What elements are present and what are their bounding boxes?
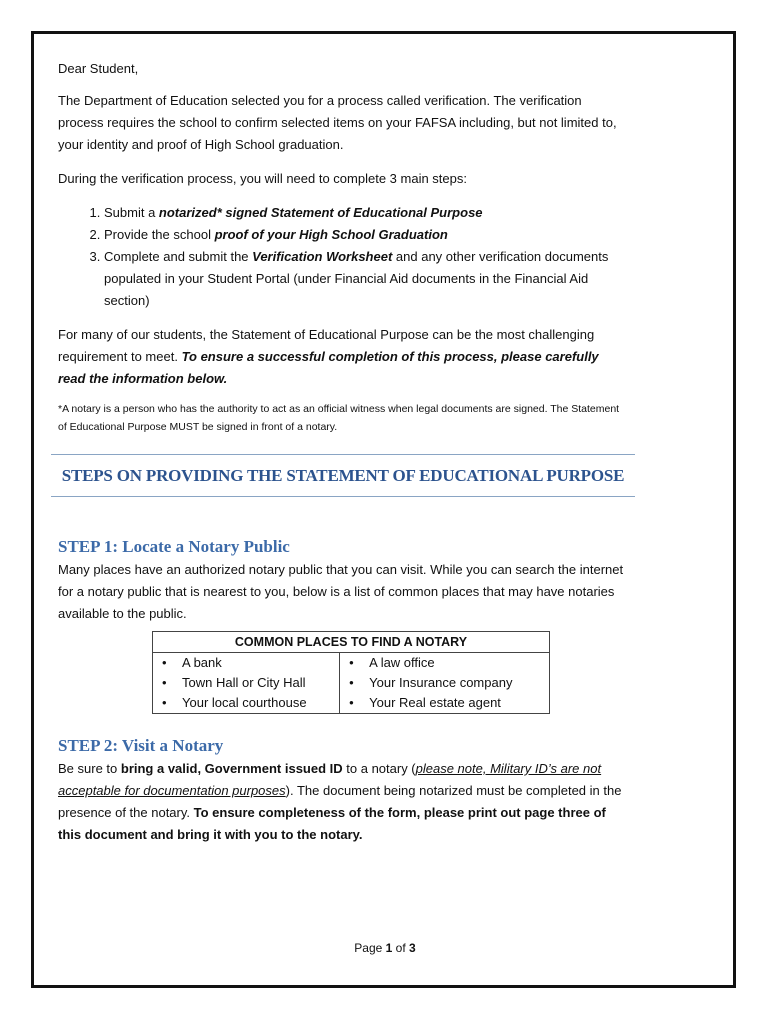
section-heading: STEPS ON PROVIDING THE STATEMENT OF EDUCATIONAL PURPOSE	[61, 466, 625, 485]
divider	[51, 496, 635, 497]
notary-places-table	[152, 631, 550, 714]
notary-footnote: *A notary is a person who has the authority to act as an official witness when legal documents are signed. The Statement of Educational Purpose MUST be signed in front of a notary.	[58, 403, 620, 433]
list-item: • A law office	[343, 653, 549, 673]
step2-heading: STEP 2: Visit a Notary	[58, 736, 224, 755]
letter-body	[58, 58, 628, 846]
greeting: Dear Student,	[58, 61, 139, 76]
list-item: • Your Real estate agent	[343, 693, 549, 713]
steps-intro: During the verification process, you will need to complete 3 main steps:	[58, 171, 467, 186]
list-item: • Town Hall or City Hall	[156, 673, 339, 693]
table-header: COMMON PLACES TO FIND A NOTARY	[153, 632, 550, 653]
step2-text: Be sure to bring a valid, Government issued ID to a notary (please note, Military ID’s are not acceptable for documentation purposes). The document being notarized must be completed in the presence of the notary. To ensure completeness of the form, please print out page three of this document and bring it with you to the notary.	[58, 761, 622, 842]
list-item: • Your local courthouse	[156, 693, 339, 713]
list-item: 1. Submit a notarized* signed Statement of Educational Purpose	[104, 202, 628, 224]
table-cell	[153, 653, 340, 714]
list-item: • A bank	[156, 653, 339, 673]
page-number: Page 1 of 3	[354, 941, 416, 955]
step1-text: Many places have an authorized notary public that you can visit. While you can search the internet for a notary public that is nearest to you, below is a list of common places that may have notaries available to the public.	[58, 562, 624, 621]
intro-paragraph: The Department of Education selected you for a process called verification. The verification process requires the school to confirm selected items on your FAFSA including, but not limited to, your identity and proof of High School graduation.	[58, 93, 617, 152]
list-item: • Your Insurance company	[343, 673, 549, 693]
list-item: 3. Complete and submit the Verification Worksheet and any other verification documents populated in your Student Portal (under Financial Aid documents in the Financial Aid section)	[104, 246, 628, 312]
challenge-paragraph: For many of our students, the Statement of Educational Purpose can be the most challenging requirement to meet. To ensure a successful completion of this process, please carefully read the information below.	[58, 327, 599, 386]
list-item: 2. Provide the school proof of your High School Graduation	[104, 224, 628, 246]
table-cell	[340, 653, 550, 714]
step1-heading: STEP 1: Locate a Notary Public	[58, 537, 290, 556]
steps-list	[58, 202, 628, 312]
